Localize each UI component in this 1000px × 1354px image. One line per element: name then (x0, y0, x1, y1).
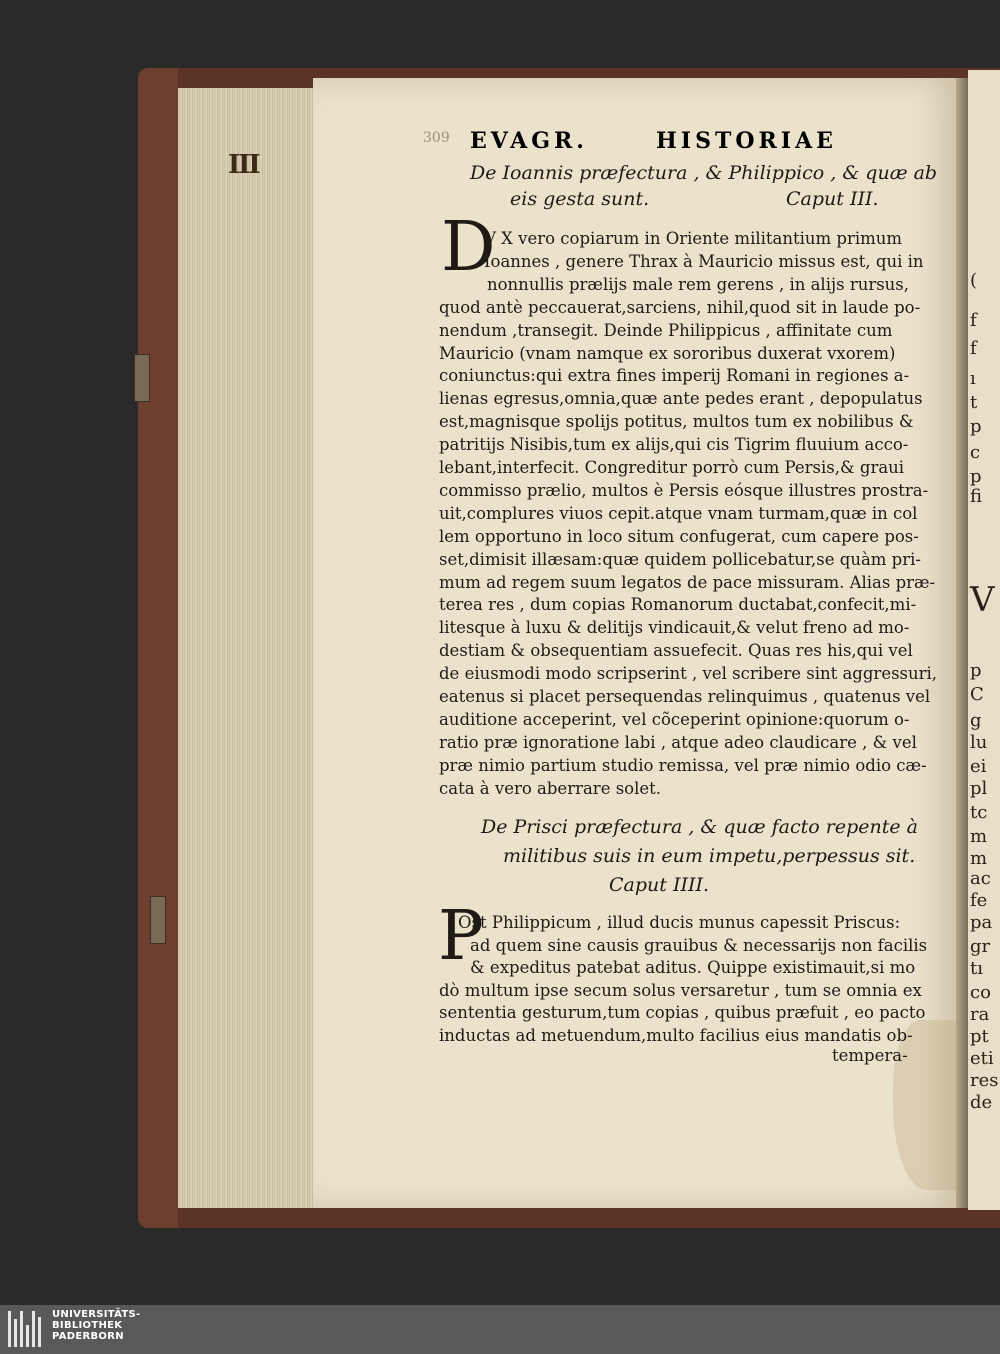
next-page-glyph: gr (970, 936, 991, 957)
chapter4-line: dò multum ipse secum solus versaretur , tum se omnia ex (439, 980, 922, 1000)
next-page-glyph: lu (970, 732, 988, 753)
chapter4-line: & expeditus patebat aditus. Quippe existimauit,si mo (470, 958, 916, 977)
page-block-edge (178, 88, 315, 1208)
next-page-glyph: ı (970, 368, 976, 389)
running-head-left: EVAGR. (470, 128, 588, 154)
chapter3-line: nonnullis prælijs male rem gerens , in alijs rursus, (487, 274, 910, 294)
chapter3-line: Mauricio (vnam namque ex sororibus duxerat vxorem) (439, 343, 896, 363)
chapter3-line: auditione acceperint, vel cõceperint opinione:quorum o- (439, 709, 910, 729)
next-page-glyph: tc (970, 802, 988, 823)
next-page-glyph: p (970, 416, 982, 437)
running-head (423, 128, 915, 158)
footer-bar (0, 1305, 1000, 1354)
edge-mark: III (228, 150, 259, 180)
next-page-glyph: pt (970, 1026, 989, 1047)
next-page-glyph: c (970, 442, 981, 463)
chapter4-title-line2: militibus suis in eum impetu,perpessus sit. (503, 845, 916, 867)
next-page-glyph: fi (970, 486, 983, 507)
catchword: tempera- (832, 1046, 908, 1065)
chapter3-dropcap: D (441, 208, 496, 287)
cover-edge (138, 68, 178, 1228)
next-page-glyph: tı (970, 958, 983, 979)
chapter3-caput: Caput III. (786, 188, 879, 210)
chapter3-line: patritijs Nisibis,tum ex alijs,qui cis Tigrim fluuium acco- (439, 435, 909, 455)
chapter3-line: nendum ,transegit. Deinde Philippicus , affinitate cum (439, 320, 893, 340)
running-head-right: HISTORIAE (656, 128, 837, 154)
chapter4-line: sententia gesturum,tum copias , quibus præfuit , eo pacto (439, 1003, 926, 1022)
chapter3-line: lem opportuno in loco situm confugerat, cum capere pos- (439, 526, 919, 546)
chapter3-line: de eiusmodi modo scripserint , vel scribere sint aggressuri, (439, 664, 938, 684)
chapter3-line: lienas egresus,omnia,quæ ante pedes erant , depopulatus (439, 389, 923, 409)
chapter3-line: quod antè peccauerat,sarciens, nihil,quod sit in laude po- (439, 297, 921, 317)
chapter3-line: destiam & obsequentiam assuefecit. Quas res his,qui vel (439, 641, 913, 661)
next-page-glyph: ei (970, 756, 987, 777)
chapter3-line: eatenus si placet persequendas relinquimus , quatenus vel (439, 687, 931, 706)
chapter3-line: Ioannes , genere Thrax à Mauricio missus est, qui in (484, 251, 924, 271)
next-page-glyph: V (970, 580, 995, 620)
page-number: 309 (423, 130, 450, 146)
next-page-glyph: f (970, 310, 977, 331)
clasp-bottom (150, 896, 166, 944)
next-page-glyph: t (970, 392, 978, 413)
library-name: UNIVERSITÄTS- BIBLIOTHEK PADERBORN (52, 1309, 141, 1342)
chapter3-title-line2: eis gesta sunt. (510, 188, 650, 210)
chapter4-line: inductas ad metuendum,multo facilius eius mandatis ob- (439, 1025, 913, 1045)
chapter3-line: litesque à luxu & delitijs vindicauit,& velut freno ad mo- (439, 618, 910, 638)
next-page-glyph: fe (970, 890, 988, 911)
next-page-glyph: ( (970, 270, 978, 291)
next-page-glyph: m (970, 848, 988, 869)
next-page-glyph: eti (970, 1048, 994, 1069)
chapter3-line: lebant,interfecit. Congreditur porrò cum Persis,& graui (439, 458, 905, 477)
chapter3-line: cata à vero aberrare solet. (439, 778, 662, 798)
chapter4-line: Ost Philippicum , illud ducis munus capessit Priscus: (458, 913, 901, 932)
chapter3-line: terea res , dum copias Romanorum ductabat,confecit,mi- (439, 595, 917, 615)
chapter4-line: ad quem sine causis grauibus & necessarijs non facilis (470, 935, 928, 955)
chapter3-line: uit,complures viuos cepit.atque vnam turmam,quæ in col (439, 503, 918, 523)
chapter3-line: commisso prælio, multos è Persis eósque illustres prostra- (439, 480, 929, 500)
chapter3-line: est,magnisque spolijs potitus, multos tum ex nobilibus & (439, 412, 914, 432)
chapter4-dropcap: P (438, 897, 484, 976)
next-page-glyph: m (970, 826, 988, 847)
chapter3-line: ratio præ ignoratione labi , atque adeo claudicare , & vel (439, 732, 917, 752)
next-page-glyph: res (970, 1070, 999, 1091)
chapter4-caput: Caput IIII. (609, 874, 710, 896)
next-page-glyph: pl (970, 778, 988, 799)
chapter3-line: V X vero copiarum in Oriente militantium primum (484, 229, 903, 248)
chapter3-line: mum ad regem suum legatos de pace missuram. Alias præ- (439, 572, 936, 592)
chapter3-line: set,dimisit illæsam:quæ quidem pollicebatur,se quàm pri- (439, 549, 921, 569)
next-page-glyph: de (970, 1092, 993, 1113)
next-page-glyph: f (970, 338, 977, 359)
next-page-glyph: p (970, 466, 982, 487)
chapter3-line: coniunctus:qui extra fines imperij Romani in regiones a- (439, 366, 910, 386)
next-page-glyph: C (970, 684, 984, 705)
chapter3-title-line1: De Ioannis præfectura , & Philippico , & quæ ab (470, 162, 938, 184)
next-page-glyph: p (970, 660, 982, 681)
next-page-glyph: ra (970, 1004, 990, 1025)
next-page-glyph: g (970, 710, 982, 731)
next-page-edge (968, 70, 1000, 1210)
clasp-top (134, 354, 150, 402)
chapter3-line: præ nimio partium studio remissa, vel præ nimio odio cæ- (439, 755, 927, 775)
next-page-glyph: pa (970, 912, 993, 933)
next-page-glyph: ac (970, 868, 991, 889)
next-page-glyph: co (970, 982, 991, 1003)
library-logo-icon (8, 1311, 46, 1347)
chapter4-title-line1: De Prisci præfectura , & quæ facto repente à (481, 816, 918, 838)
